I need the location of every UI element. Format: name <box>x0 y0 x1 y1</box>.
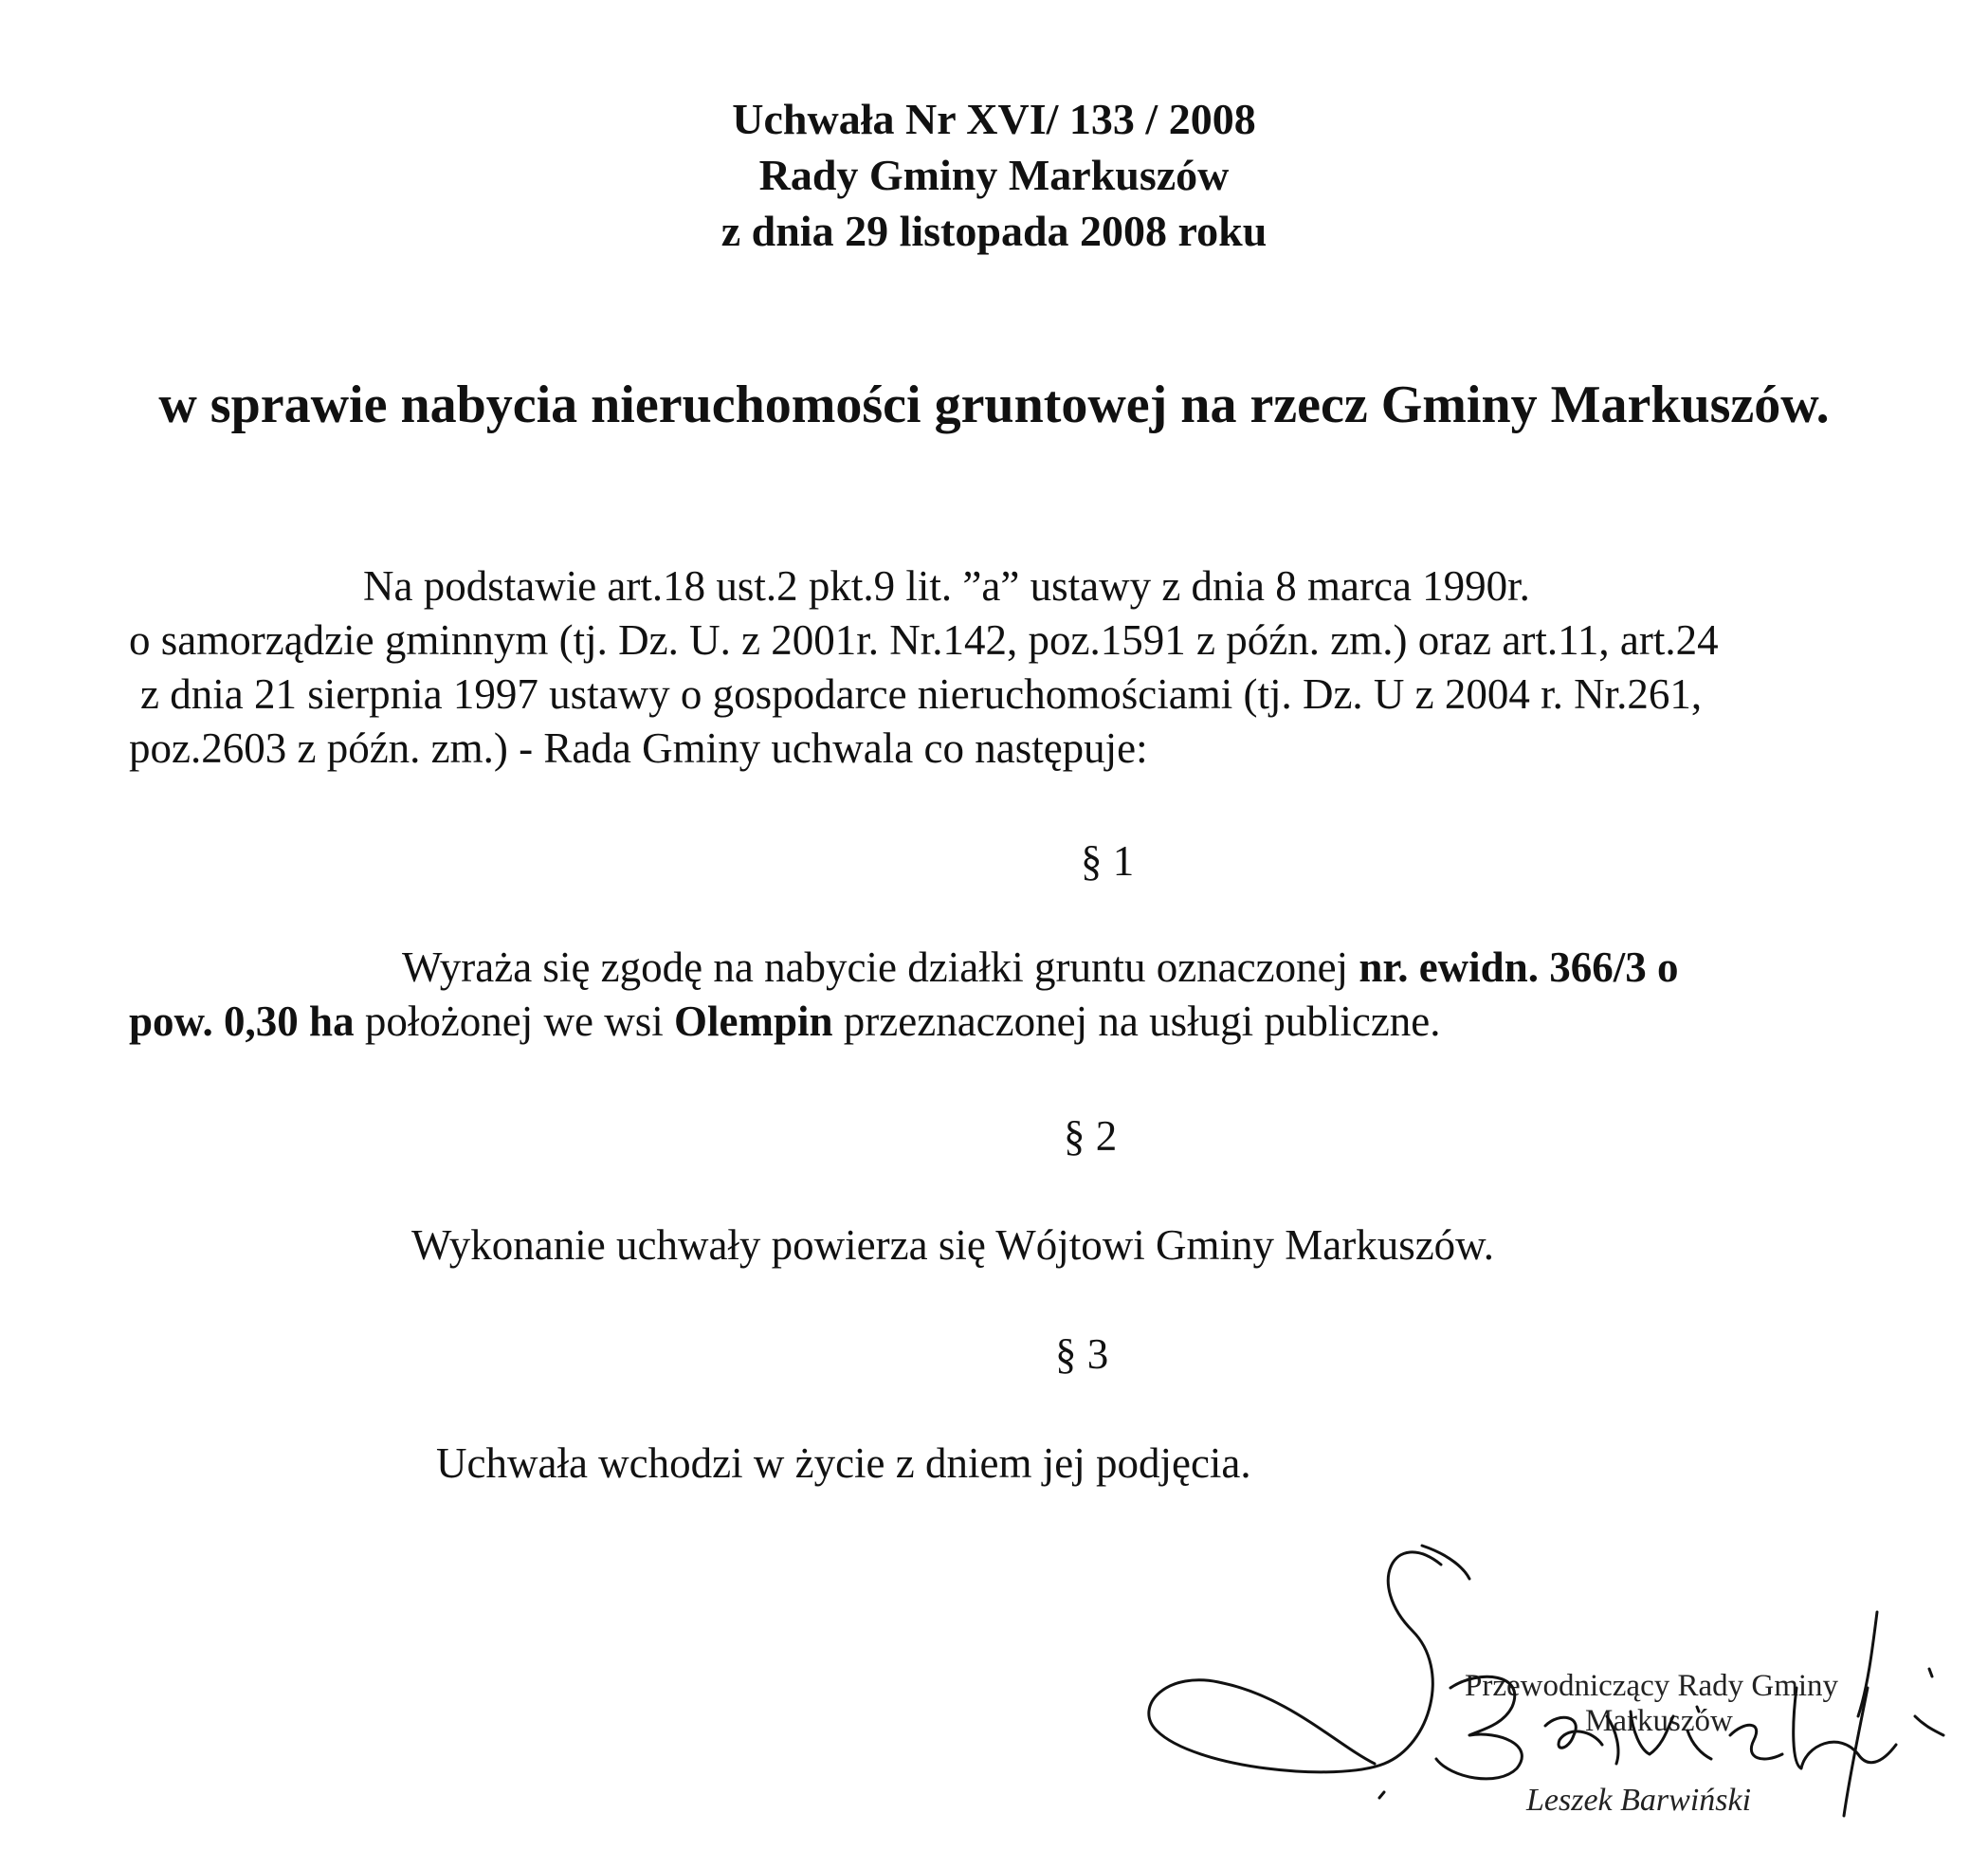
section-1-line-1 <box>402 941 1678 994</box>
section-2-text: Wykonanie uchwały powierza się Wójtowi Gminy Markuszów. <box>411 1221 1495 1269</box>
preamble-line-3: z dnia 21 sierpnia 1997 ustawy o gospodarce nieruchomościami (tj. Dz. U z 2004 r. Nr.261, <box>140 670 1703 718</box>
council-name: Rady Gminy Markuszów <box>758 151 1230 199</box>
section-1-text-c: przeznaczonej na usługi publiczne. <box>832 998 1441 1045</box>
preamble-line-2: o samorządzie gminnym (tj. Dz. U. z 2001r. Nr.142, poz.1591 z późn. zm.) oraz art.11, art.24 <box>129 616 1719 664</box>
section-3-heading: § 3 <box>1055 1330 1109 1378</box>
section-1-line-2 <box>129 995 1441 1048</box>
signatory-municipality: Markuszów <box>1585 1704 1733 1738</box>
village-name: Olempin <box>674 998 833 1045</box>
section-1-heading: § 1 <box>1081 837 1135 885</box>
parcel-number: nr. ewidn. 366/3 o <box>1359 943 1679 991</box>
section-1-text-a: Wyraża się zgodę na nabycie działki gruntu oznaczonej <box>402 943 1359 991</box>
preamble-line-4: poz.2603 z późn. zm.) - Rada Gminy uchwala co następuje: <box>129 724 1148 772</box>
handwritten-signature <box>1138 1527 1972 1830</box>
section-1-text-b: położonej we wsi <box>354 998 675 1045</box>
resolution-subject: w sprawie nabycia nieruchomości gruntowej na rzecz Gminy Markuszów. <box>158 375 1830 434</box>
section-2-heading: § 2 <box>1064 1112 1118 1160</box>
parcel-area: pow. 0,30 ha <box>129 998 355 1045</box>
signatory-title: Przewodniczący Rady Gminy <box>1465 1669 1839 1703</box>
resolution-date: z dnia 29 listopada 2008 roku <box>720 207 1268 255</box>
resolution-number: Uchwała Nr XVI/ 133 / 2008 <box>732 95 1256 143</box>
section-3-text: Uchwała wchodzi w życie z dniem jej podjęcia. <box>436 1439 1251 1487</box>
preamble-line-1: Na podstawie art.18 ust.2 pkt.9 lit. ”a” ustawy z dnia 8 marca 1990r. <box>363 562 1530 610</box>
signatory-name: Leszek Barwiński <box>1526 1783 1752 1818</box>
